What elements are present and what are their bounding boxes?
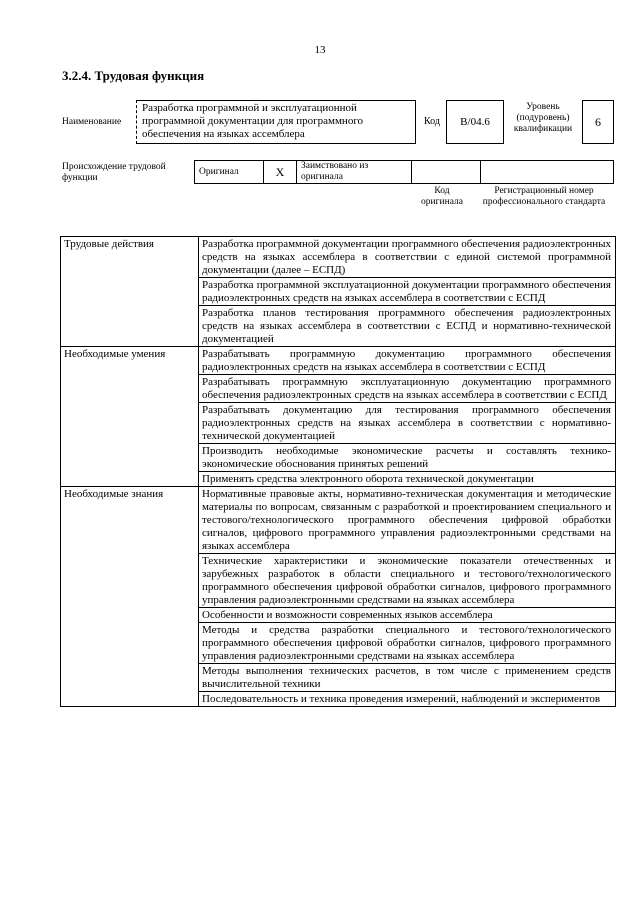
code-label: Код <box>424 116 440 127</box>
section-label-continuation <box>61 278 199 306</box>
section-label-continuation <box>61 692 199 707</box>
table-row <box>61 487 616 554</box>
section-label-continuation <box>61 623 199 664</box>
table-row <box>61 306 616 347</box>
section-item: Методы и средства разработки специального и тестового/технологического программного обеспечения цифровой обработки сигналов, цифрового программного управления радиоэлектронными средствами на языках ассемблера <box>199 623 616 664</box>
section-label-continuation <box>61 403 199 444</box>
section-item: Разработка программной документации программного обеспечения радиоэлектронных средств на языках ассемблера в соответствии с единой системой программной документации (далее – ЕСПД) <box>199 237 616 278</box>
section-heading: 3.2.4. Трудовая функция <box>62 68 205 83</box>
page-number: 13 <box>314 44 326 56</box>
table-row <box>61 375 616 403</box>
section-item: Последовательность и техника проведения измерений, наблюдений и экспериментов <box>199 692 616 707</box>
section-label-continuation <box>61 444 199 472</box>
table-row <box>61 403 616 444</box>
table-row <box>61 347 616 375</box>
function-table <box>60 236 616 707</box>
section-item: Нормативные правовые акты, нормативно-техническая документация и методические материалы по вопросам, связанным с разработкой и проектированием специального и тестового/технологического программного обеспечения цифровой обработки сигналов, цифрового программного управления радиоэлектронными средствами на языках ассемблера <box>199 487 616 554</box>
table-row <box>61 692 616 707</box>
section-item: Технические характеристики и экономические показатели отечественных и зарубежных разработок в области специального и тестового/технологического программного обеспечения цифровой обработки сигналов, цифрового программного управления радиоэлектронными средствами на языках ассемблера <box>199 554 616 608</box>
reg-caption: Регистрационный номер профессионального стандарта <box>482 186 606 207</box>
section-item: Производить необходимые экономические расчеты и составлять технико-экономические обоснования принятых решений <box>199 444 616 472</box>
table-row <box>61 608 616 623</box>
table-row <box>61 623 616 664</box>
section-label-continuation <box>61 664 199 692</box>
section-label-continuation <box>61 306 199 347</box>
name-label: Наименование <box>62 117 122 127</box>
section-item: Особенности и возможности современных языков ассемблера <box>199 608 616 623</box>
section-label-continuation <box>61 608 199 623</box>
borrowed-cell: Заимствовано из оригинала <box>297 161 412 184</box>
original-code-cell <box>412 161 481 184</box>
section-item: Разрабатывать программную эксплуатационную документацию программного обеспечения радиоэлектронных средств на языках ассемблера в соответствии с ЕСПД <box>199 375 616 403</box>
section-item: Разрабатывать программную документацию программного обеспечения радиоэлектронных средств на языках ассемблера в соответствии с ЕСПД <box>199 347 616 375</box>
original-cell: Оригинал <box>195 161 264 184</box>
table-row <box>61 278 616 306</box>
function-code: B/04.6 <box>446 100 504 144</box>
origin-label: Происхождение трудовой функции <box>62 162 166 183</box>
section-item: Разработка программной эксплуатационной документации программного обеспечения радиоэлектронных средств на языках ассемблера в соответствии с ЕСПД <box>199 278 616 306</box>
section-label-continuation <box>61 554 199 608</box>
qualification-level: 6 <box>582 100 614 144</box>
origin-table <box>194 160 614 184</box>
table-row <box>61 472 616 487</box>
section-label-continuation <box>61 375 199 403</box>
section-label: Необходимые умения <box>61 347 199 375</box>
original-mark: X <box>264 161 297 184</box>
table-row <box>61 554 616 608</box>
table-row <box>61 237 616 278</box>
section-label-continuation <box>61 472 199 487</box>
function-name: Разработка программной и эксплуатационной программной документации для программного обеспечения на языках ассемблера <box>136 100 416 144</box>
code-caption: Код оригинала <box>421 186 463 207</box>
section-label: Необходимые знания <box>61 487 199 554</box>
table-row <box>61 444 616 472</box>
section-item: Разработка планов тестирования программного обеспечения радиоэлектронных средств на языках ассемблера в соответствии с ЕСПД и нормативно-технической документацией <box>199 306 616 347</box>
table-row <box>61 664 616 692</box>
section-label: Трудовые действия <box>61 237 199 278</box>
section-item: Применять средства электронного оборота технической документации <box>199 472 616 487</box>
section-item: Методы выполнения технических расчетов, в том числе с применением средств вычислительной техники <box>199 664 616 692</box>
section-item: Разрабатывать документацию для тестирования программного обеспечения радиоэлектронных средств на языках ассемблера в соответствии с нормативно-технической документацией <box>199 403 616 444</box>
reg-number-cell <box>481 161 614 184</box>
level-label: Уровень (подуровень) квалификации <box>513 102 573 134</box>
